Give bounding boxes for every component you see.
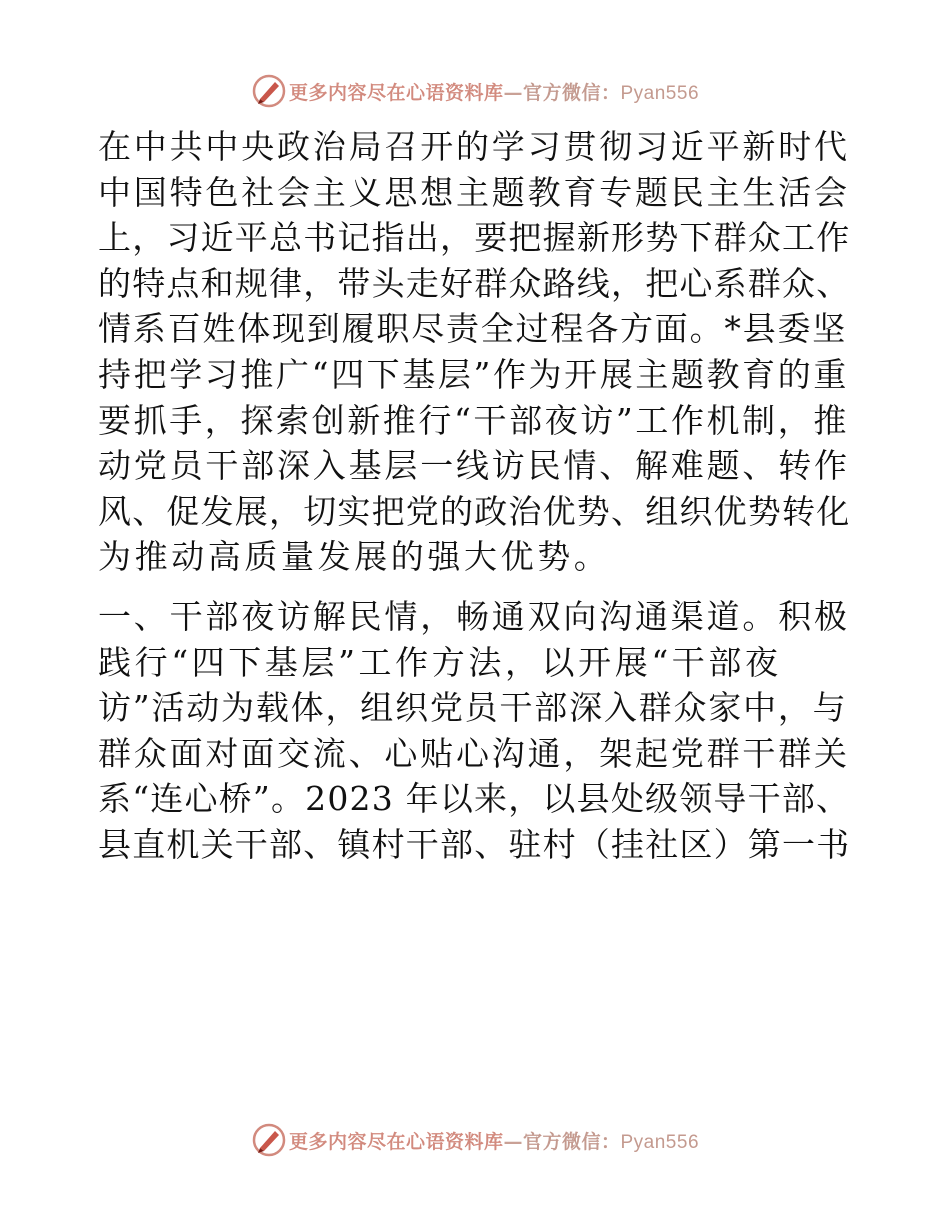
text-line: 在中共中央政治局召开的学习贯彻习近平新时代 bbox=[98, 127, 850, 166]
text-line: 上，习近平总书记指出，要把握新形势下群众工作 bbox=[98, 218, 851, 258]
watermark-account: Pyan556 bbox=[620, 1131, 700, 1153]
text-line: 的特点和规律，带头走好群众路线，把心系群众、 bbox=[98, 263, 851, 303]
watermark-separator: — bbox=[503, 81, 523, 104]
text-line: 践行“四下基层”工作方法，以开展“干部夜 bbox=[98, 642, 782, 682]
watermark-text bbox=[289, 1127, 699, 1154]
text-line: 动党员干部深入基层一线访民情、解难题、转作 bbox=[98, 446, 850, 486]
footer-watermark bbox=[0, 1120, 950, 1160]
text-line: 系“连心桥”。2023 年以来，以县处级领导干部、 bbox=[98, 779, 851, 819]
text-line: 持把学习推广“四下基层”作为开展主题教育的重 bbox=[98, 354, 849, 394]
pen-circle-logo-icon bbox=[251, 1122, 287, 1158]
watermark-label: 官方微信： bbox=[522, 81, 621, 104]
text-line: 中国特色社会主义思想主题教育专题民主生活会 bbox=[98, 172, 850, 212]
watermark-brand: 更多内容尽在心语资料库 bbox=[288, 81, 504, 104]
text-line: 群众面对面交流、心贴心沟通，架起党群干群关 bbox=[98, 733, 850, 773]
pen-circle-logo-icon bbox=[251, 73, 287, 109]
text-line: 风、促发展，切实把党的政治优势、组织优势转化 bbox=[98, 491, 851, 531]
watermark-account: Pyan556 bbox=[620, 82, 700, 104]
text-line: 县直机关干部、镇村干部、驻村（挂社区）第一书 bbox=[98, 824, 851, 864]
paragraph-section-one bbox=[98, 594, 850, 868]
text-line: 为推动高质量发展的强大优势。 bbox=[98, 537, 611, 577]
paragraph-intro bbox=[98, 124, 850, 580]
article-body bbox=[98, 124, 850, 868]
watermark-label: 官方微信： bbox=[522, 1130, 621, 1153]
text-line: 要抓手，探索创新推行“干部夜访”工作机制，推 bbox=[98, 400, 849, 440]
watermark-text bbox=[289, 78, 699, 105]
text-line: 一、干部夜访解民情，畅通双向沟通渠道。积极 bbox=[98, 596, 850, 636]
text-line: 访”活动为载体，组织党员干部深入群众家中，与 bbox=[98, 688, 848, 728]
header-watermark bbox=[0, 71, 950, 111]
watermark-separator: — bbox=[503, 1130, 523, 1153]
text-line: 情系百姓体现到履职尽责全过程各方面。*县委坚 bbox=[98, 309, 848, 349]
watermark-brand: 更多内容尽在心语资料库 bbox=[288, 1130, 504, 1153]
